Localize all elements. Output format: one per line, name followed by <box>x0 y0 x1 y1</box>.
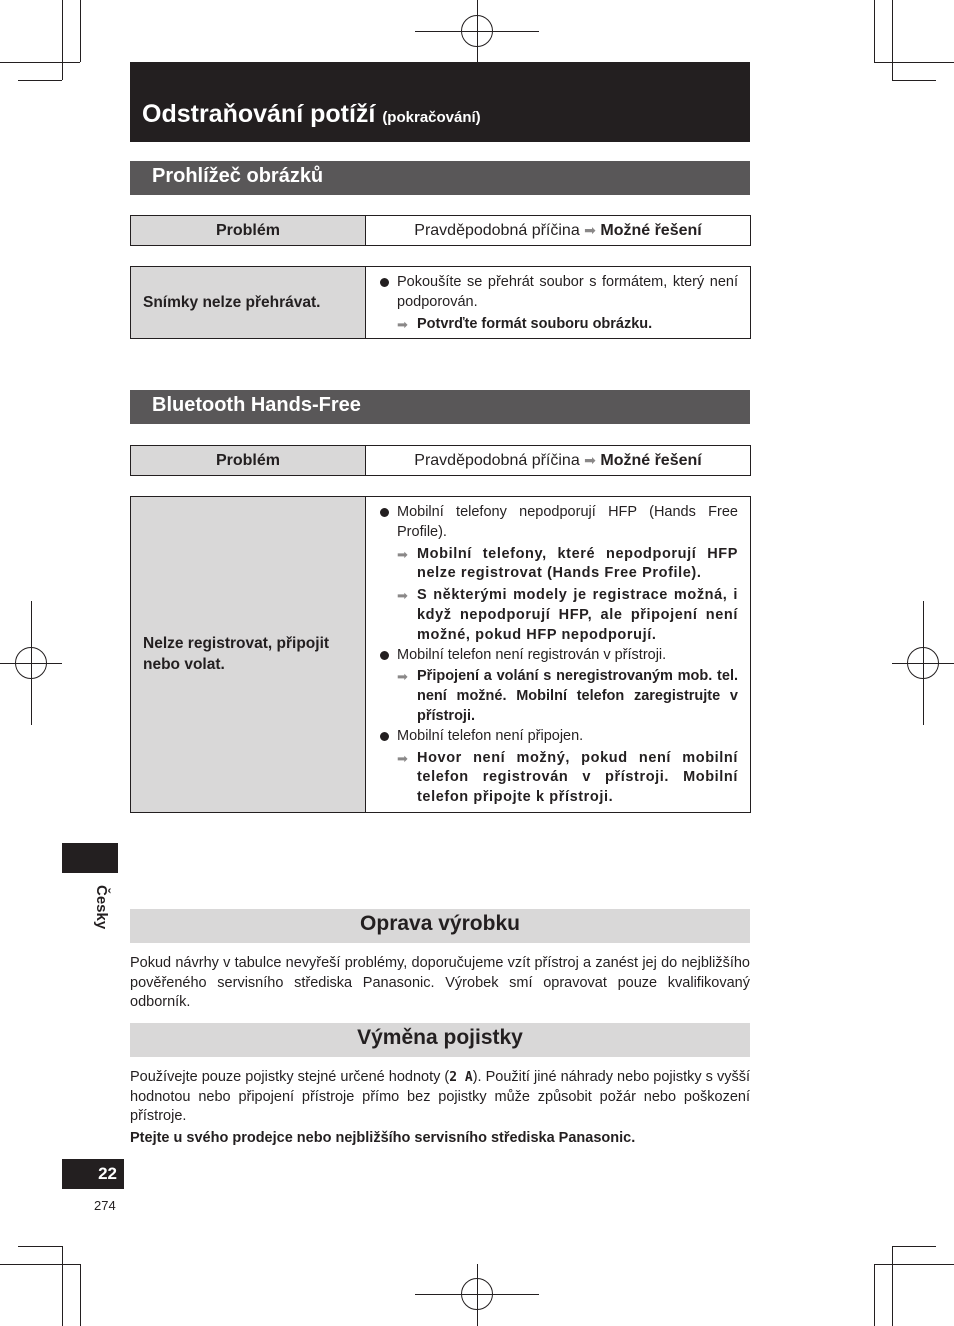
cause-cell <box>366 497 751 813</box>
cause-item: Mobilní telefon není registrován v přístroji. <box>378 646 738 666</box>
page-header <box>130 62 750 142</box>
section-heading-fuse: Výměna pojistky <box>130 1023 750 1057</box>
problem-cell: Nelze registrovat, připojit nebo volat. <box>131 497 366 813</box>
section-heading-repair: Oprava výrobku <box>130 909 750 943</box>
arrow-icon: ➡ <box>584 221 596 238</box>
fuse-paragraph: Používejte pouze pojistky stejné určené hodnoty (2 A). Použití jiné náhrady nebo pojistky s vyšší hodnotou nebo připojení přístroje přímo bez pojistky může způsobit požár nebo poškození přístroje. <box>130 1069 750 1124</box>
bullet-icon <box>380 651 389 660</box>
table-row-bluetooth <box>130 496 751 813</box>
language-tab-label: Česky <box>93 885 110 930</box>
section-heading-image-viewer: Prohlížeč obrázků <box>130 161 750 195</box>
repair-paragraph: Pokud návrhy v tabulce nevyřeší problémy, doporučujeme vzít přístroj a zanést jej do nejbližšího pověřeného servisního střediska Panasonic. Výrobek smí opravovat pouze kvalifikovaný odborník. <box>130 955 750 1010</box>
page-title-text: Odstraňování potíží <box>142 100 376 128</box>
table-header-bluetooth <box>130 445 751 476</box>
language-tab-marker <box>62 843 118 873</box>
cause-item: Mobilní telefony nepodporují HFP (Hands Free Profile). <box>378 503 738 543</box>
header-cause-solution <box>366 216 751 246</box>
problem-cell: Snímky nelze přehrávat. <box>131 267 366 339</box>
section-heading-bluetooth: Bluetooth Hands-Free <box>130 390 750 424</box>
fuse-value: 2 A <box>449 1070 473 1085</box>
table-header-image-viewer <box>130 215 751 246</box>
table-row-image-viewer <box>130 266 751 339</box>
fuse-bold-note: Ptejte u svého prodejce nebo nejbližšího servisního střediska Panasonic. <box>130 1130 636 1146</box>
cause-item: Pokoušíte se přehrát soubor s formátem, který není podporován. <box>378 273 738 313</box>
page-number: 22 <box>62 1159 124 1189</box>
cause-item: Mobilní telefon není připojen. <box>378 727 738 747</box>
header-cause: Pravděpodobná příčina <box>414 221 580 239</box>
header-problem: Problém <box>131 216 366 246</box>
bullet-icon <box>380 508 389 517</box>
page-number-secondary: 274 <box>94 1198 116 1213</box>
header-solution: Možné řešení <box>600 451 702 469</box>
solution-item: ➡ Mobilní telefony, které nepodporují HFP nelze registrovat (Hands Free Profile). <box>397 545 738 582</box>
solution-item: ➡ S některými modely je registrace možná, i když nepodporují HFP, ale připojení není možné, pokud HFP nepodporují. <box>397 587 738 643</box>
header-solution: Možné řešení <box>600 221 702 239</box>
cause-cell <box>366 267 751 339</box>
arrow-icon: ➡ <box>397 546 409 562</box>
arrow-icon: ➡ <box>584 451 596 468</box>
solution-item: ➡ Připojení a volání s neregistrovaným mob. tel. není možné. Mobilní telefon zaregistrujte v přístroji. <box>397 668 738 724</box>
bullet-icon <box>380 278 389 287</box>
arrow-icon: ➡ <box>397 316 408 332</box>
solution-item: ➡ Hovor není možný, pokud není mobilní telefon registrován v přístroji. Mobilní telefon připojte k přístroji. <box>397 749 738 806</box>
header-cause: Pravděpodobná příčina <box>414 451 580 469</box>
solution-item: ➡ Potvrďte formát souboru obrázku. <box>378 315 738 335</box>
page-title <box>142 100 481 129</box>
header-problem: Problém <box>131 446 366 476</box>
arrow-icon: ➡ <box>397 750 409 766</box>
header-cause-solution <box>366 446 751 476</box>
bullet-icon <box>380 732 389 741</box>
arrow-icon: ➡ <box>397 669 408 685</box>
page-title-suffix: (pokračování) <box>382 109 481 126</box>
arrow-icon: ➡ <box>397 588 409 604</box>
